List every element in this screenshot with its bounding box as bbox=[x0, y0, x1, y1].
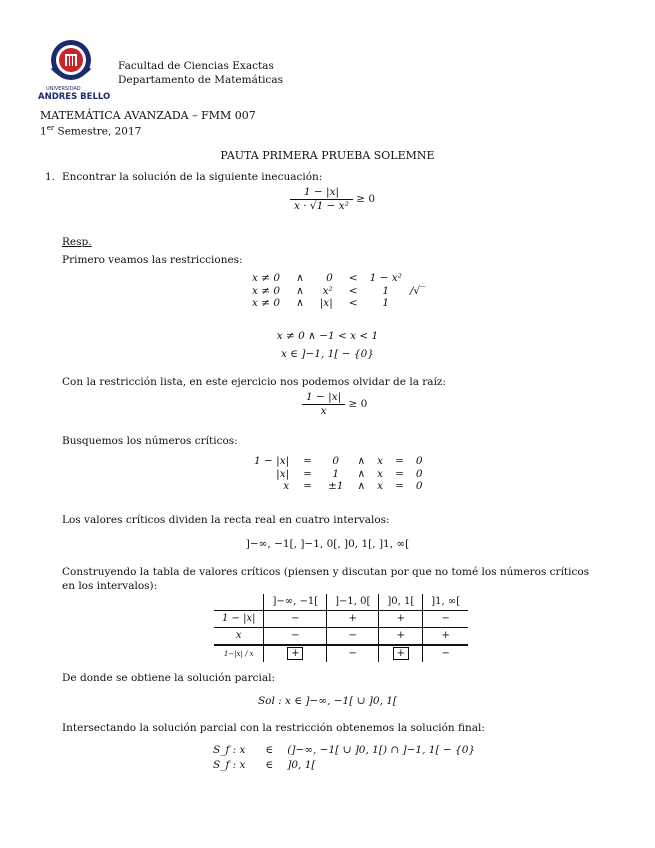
final-intro: Intersectando la solución parcial con la restricción obtenemos la solución final: bbox=[62, 722, 485, 734]
final-row: S_f : x ∈ ]0, 1[ bbox=[213, 758, 316, 771]
resp-label: Resp. bbox=[62, 236, 92, 248]
restriction-combined: x ≠ 0 ∧ −1 < x < 1 bbox=[276, 330, 379, 342]
simplified-inequality: $\frac{1 - |x|}{x}$ ≥ 0 bbox=[302, 391, 367, 417]
partial-intro: De donde se obtiene la solución parcial: bbox=[62, 672, 275, 684]
boxed-sign: + bbox=[287, 647, 303, 660]
logo-text-bottom: ANDRES BELLO bbox=[38, 92, 111, 102]
problem-number: 1. bbox=[45, 171, 56, 183]
document-title: PAUTA PRIMERA PRUEBA SOLEMNE bbox=[220, 149, 435, 162]
sign-table-row: 1 − |x| − + + − bbox=[214, 611, 468, 628]
critical-row: 1 − |x| = 0 ∧ x = 0 bbox=[254, 455, 423, 467]
restriction-row: x ≠ 0 ∧ |x| < 1 bbox=[252, 297, 390, 310]
table-intro-line1: Construyendo la tabla de valores críticos (piensen y discutan por que no tomé los números críticos bbox=[62, 566, 590, 578]
final-solution bbox=[213, 744, 475, 771]
critical-row: |x| = 1 ∧ x = 0 bbox=[276, 467, 423, 480]
sign-table bbox=[214, 594, 468, 662]
department-name: Departamento de Matemáticas bbox=[118, 74, 283, 86]
intervals-intro: Los valores críticos dividen la recta real en cuatro intervalos: bbox=[62, 514, 390, 526]
semester: 1er Semestre, 2017 bbox=[40, 124, 142, 138]
boxed-sign: + bbox=[393, 647, 409, 660]
sign-table-header: ]−∞, −1[ ]−1, 0[ ]0, 1[ ]1, ∞[ bbox=[214, 594, 468, 611]
main-inequality: $\frac{1 - |x|}{\text{x · √1 − x²}}$ ≥ 0 bbox=[290, 186, 375, 212]
restriction-row: x ≠ 0 ∧ x² < 1 /√‾ bbox=[252, 284, 426, 297]
intervals-list: ]−∞, −1[, ]−1, 0[, ]0, 1[, ]1, ∞[ bbox=[245, 538, 410, 550]
course-title: MATEMÁTICA AVANZADA – FMM 007 bbox=[40, 109, 256, 122]
critical-row: x = ±1 ∧ x = 0 bbox=[283, 480, 423, 493]
critical-intro: Busquemos los números críticos: bbox=[62, 435, 238, 447]
restrictions-intro: Primero veamos las restricciones: bbox=[62, 254, 243, 266]
restrictions-system bbox=[252, 272, 425, 310]
restriction-domain: x ∈ ]−1, 1[ − {0} bbox=[281, 348, 374, 360]
restriction-done-text: Con la restricción lista, en este ejercicio nos podemos olvidar de la raíz: bbox=[62, 376, 446, 388]
sign-table-row: x − − + + bbox=[214, 628, 468, 646]
problem-statement: Encontrar la solución de la siguiente inecuación: bbox=[62, 171, 323, 183]
faculty-name: Facultad de Ciencias Exactas bbox=[118, 60, 274, 72]
critical-system bbox=[254, 455, 423, 493]
logo-text-top: UNIVERSIDAD bbox=[46, 86, 81, 92]
sign-table-row: 1−|x| / x + − + − bbox=[214, 645, 468, 662]
partial-solution: Sol : x ∈ ]−∞, −1[ ∪ ]0, 1[ bbox=[257, 695, 398, 707]
final-row: S_f : x ∈ (]−∞, −1[ ∪ ]0, 1[) ∩ ]−1, 1[ − {0} bbox=[213, 744, 476, 756]
table-intro-line2: en los intervalos): bbox=[62, 580, 158, 592]
restriction-row: x ≠ 0 ∧ 0 < 1 − x² bbox=[252, 272, 402, 284]
